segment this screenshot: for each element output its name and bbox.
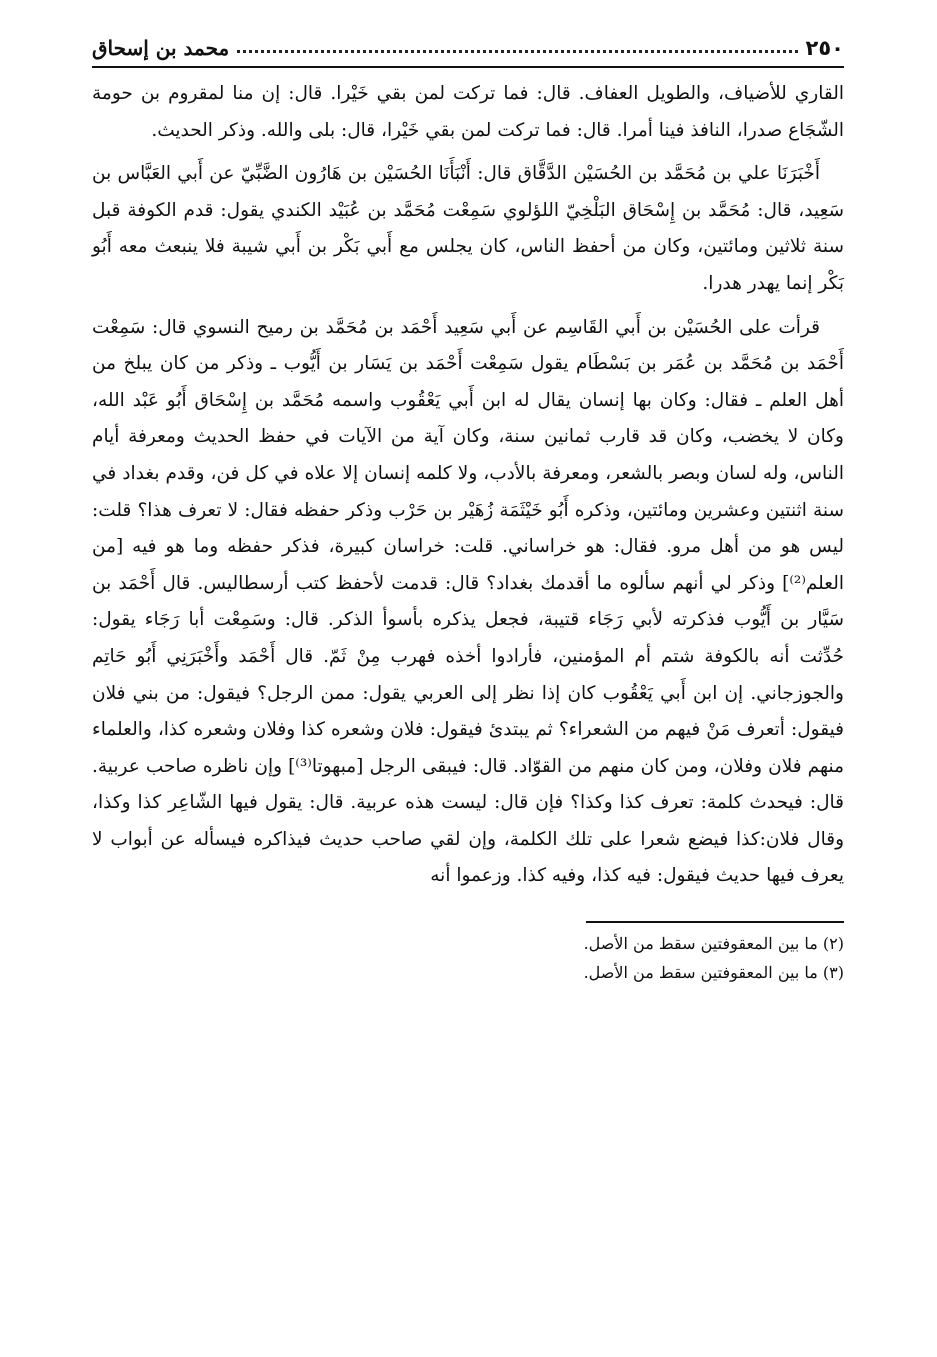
page-number: ٢٥٠: [805, 36, 844, 60]
footnotes: [92, 929, 844, 987]
running-title: محمد بن إسحاق: [92, 36, 230, 60]
footnote-2: (٢) ما بين المعقوفتين سقط من الأصل.: [583, 934, 844, 954]
footnote-3: (٣) ما بين المعقوفتين سقط من الأصل.: [583, 963, 844, 983]
main-text: [92, 76, 844, 895]
header-dot-leader: [237, 50, 797, 53]
page-header: [92, 28, 844, 68]
paragraph-isnad-1: أَخْبَرَنَا علي بن مُحَمَّد بن الحُسَيْن الدَّقَّاق قال: أَنْبَأَنَا الحُسَيْن بن هَارُون الضَّبِّيّ عن أَبي العَبَّاس بن سَعِيد، قال: مُحَمَّد بن إِسْحَاق البَلْخِيّ اللؤلوي سَمِعْت مُحَمَّد بن عُبَيْد الكندي يقول: قدم الكوفة قبل سنة ثلاثين ومائتين، وكان من أحفظ الناس، كان يجلس مع أَبي بَكْر بن أَبي شيبة فلا ينبعث معه أَبُو بَكْر إنما يهدر هدرا.: [92, 163, 844, 294]
paragraph-continuation: القاري للأضياف، والطويل العفاف. قال: فما تركت لمن بقي خَيْرا. قال: إن منا لمقروم بن حومة الشّجَاع صدرا، النافذ فينا أمرا. قال: فما تركت لمن بقي خَيْرا، قال: بلى والله. وذكر الحديث.: [92, 83, 844, 141]
footnote-separator: [586, 921, 844, 923]
paragraph-isnad-2: قرأت على الحُسَيْن بن أَبي القَاسِم عن أَبي سَعِيد أَحْمَد بن مُحَمَّد بن رميح النسوي قال: سَمِعْت أَحْمَد بن مُحَمَّد بن عُمَر بن بَسْطَام يقول سَمِعْت أَحْمَد بن يَسَار بن أَيُّوب ـ وذكر من كان يبلخ من أهل العلم ـ فقال: وكان بها إنسان يقال له ابن أَبي يَعْقُوب واسمه مُحَمَّد بن إِسْحَاق أَبُو عَبْد الله، وكان لا يخضب، وكان قد قارب ثمانين سنة، وكان آية من الآيات في حفظ الحديث ومعرفة أيام الناس، وله لسان وبصر بالشعر، ومعرفة بالأدب، ولا كلمه إنسان إلا علاه في كل فن، وقدم بغداد في سنة اثنتين وعشرين ومائتين، وذكره أَبُو خَيْثَمَة زُهَيْر بن حَرْب وذكر حفظه فقال: لا تعرف هذا؟ قلت: ليس هو من أهل مرو. فقال: هو خراساني. قلت: خراسان كبيرة، فذكر حفظه وما هو فيه [من العلم⁽²⁾] وذكر لي أنهم سألوه ما أقدمك بغداد؟ قال: قدمت لأحفظ كتب أرسطاليس. قال أَحْمَد بن سَيَّار بن أَيُّوب فذكرته لأبي رَجَاء قتيبة، فجعل يذكره بأسوأ الذكر. قال: وسَمِعْت أبا رَجَاء يقول: حُدِّثت أنه بالكوفة شتم أم المؤمنين، فأرادوا أخذه فهرب مِنْ ثَمّ. قال أَحْمَد وأَخْبَرَنِي أَبُو حَاتِم والجوزجاني. إن ابن أَبي يَعْقُوب كان إذا نظر إلى العربي يقول: ممن الرجل؟ فيقول: من بني فلان فيقول: أتعرف مَنْ فيهم من الشعراء؟ ثم يبتدئ فيقول: فلان وشعره كذا وفلان وشعره كذا، والعلماء منهم فلان وفلان، ومن كان منهم من القوّاد. قال: فيبقى الرجل [مبهوتا⁽³⁾] وإن ناظره صاحب عربية. قال: فيحدث كلمة: تعرف كذا وكذا؟ فإن قال: ليست هذه عربية. قال: يقول فيها الشّاعِر كذا وكذا، وقال فلان:كذا فيضع شعرا على تلك الكلمة، وإن لقي صاحب حديث فيذاكره فيسأله عن أبواب لا يعرف فيها حديث فيقول: فيه كذا، وفيه كذا. وزعموا أنه: [92, 316, 844, 887]
book-page: [92, 28, 844, 987]
